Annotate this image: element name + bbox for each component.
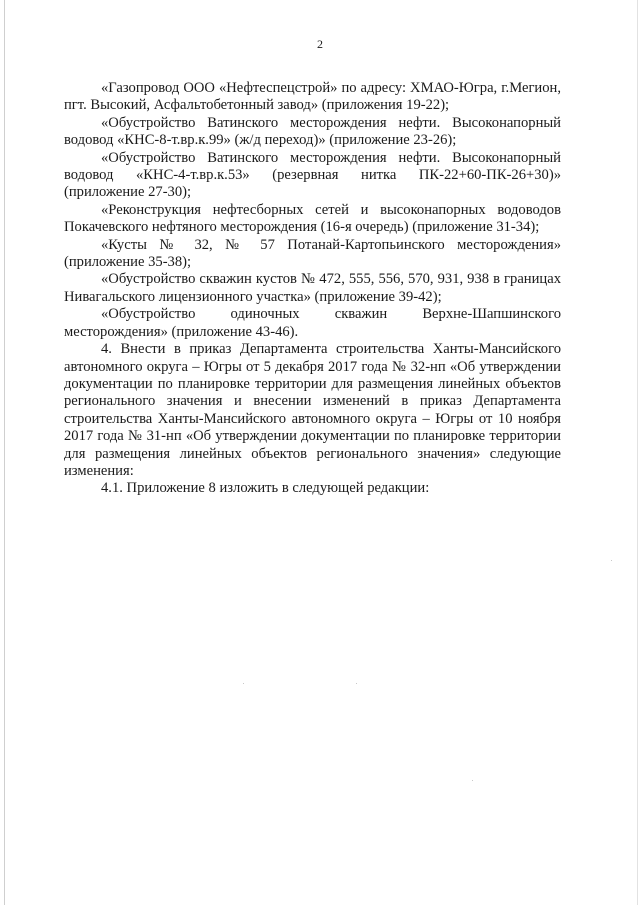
scan-edge-left: [4, 0, 5, 905]
paragraph-kusty: «Кусты № 32, № 57 Потанай-Картопьинского месторождения» (приложение 35-38);: [64, 236, 561, 271]
scan-speck: [611, 560, 612, 561]
page-number: 2: [317, 37, 323, 51]
paragraph-gas-pipeline: «Газопровод ООО «Нефтеспецстрой» по адресу: ХМАО-Югра, г.Мегион, пгт. Высокий, Асфальтобетонный завод» (приложения 19-22);: [64, 80, 561, 114]
paragraph-item-4-1: 4.1. Приложение 8 изложить в следующей редакции:: [101, 480, 430, 497]
scan-speck: [356, 683, 357, 684]
paragraph-verkhne-shapshinskoye: «Обустройство одиночных скважин Верхне-Шапшинского месторождения» (приложение 43-46).: [64, 306, 561, 340]
scan-speck: [472, 780, 473, 781]
paragraph-item-4: 4. Внести в приказ Департамента строительства Ханты-Мансийского автономного округа – Югры от 5 декабря 2017 года № 32-нп «Об утверждении документации по планировке территории для размещения линейных объектов регионального значения и внесении изменений в приказ Департамента строительства Ханты-Мансийского автономного округа – Югры от 10 ноября 2017 года № 31-нп «Об утверждении документации по планировке территории для размещения линейных объектов регионального значения» следующие изменения:: [64, 341, 561, 479]
paragraph-vatinskoye-2: «Обустройство Ватинского месторождения нефти. Высоконапорный водовод «КНС-4-т.вр.к.53» (резервная нитка ПК-22+60-ПК-26+30)» (приложение 27-30);: [64, 149, 561, 201]
paragraph-pokachevskoye: «Реконструкция нефтесборных сетей и высоконапорных водоводов Покачевского нефтяного месторождения (16-я очередь) (приложение 31-34);: [64, 201, 561, 236]
scan-edge-right: [637, 0, 638, 905]
document-body: [64, 80, 561, 498]
scan-speck: [243, 683, 244, 684]
paragraph-vatinskoye-1: «Обустройство Ватинского месторождения нефти. Высоконапорный водовод «КНС-8-т.вр.к.99» (ж/д переход)» (приложение 23-26);: [64, 114, 561, 149]
paragraph-nivagalsky: «Обустройство скважин кустов № 472, 555, 556, 570, 931, 938 в границах Нивагальского лицензионного участка» (приложение 39-42);: [64, 271, 561, 305]
